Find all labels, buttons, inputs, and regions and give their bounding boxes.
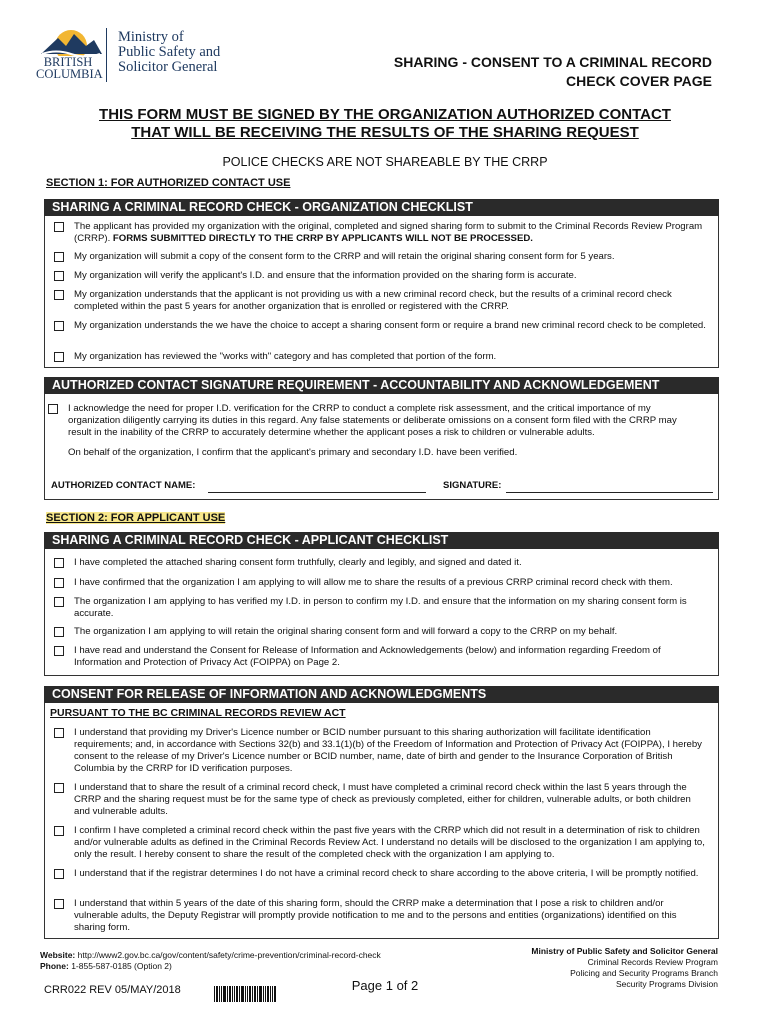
applicant-checklist-item [52, 645, 707, 669]
notice-line: THIS FORM MUST BE SIGNED BY THE ORGANIZATION AUTHORIZED CONTACT [99, 106, 671, 123]
logo-columbia: COLUMBIA [36, 67, 103, 81]
notice-line: THAT WILL BE RECEIVING THE RESULTS OF THE SHARING REQUEST [131, 124, 639, 141]
checkbox[interactable] [54, 899, 64, 909]
checkbox[interactable] [54, 352, 64, 362]
consent-header: CONSENT FOR RELEASE OF INFORMATION AND ACKNOWLEDGMENTS [44, 686, 719, 703]
signature-field[interactable] [506, 492, 713, 493]
website-label: Website: [40, 950, 76, 960]
org-checklist-item [52, 221, 707, 245]
signature-notice [0, 106, 770, 142]
form-revision: CRR022 REV 05/MAY/2018 [44, 984, 181, 996]
item-text: I understand that within 5 years of the date of this sharing form, should the CRRP make a determination that I pose a risk to children and/or vulnerable adults, the Deputy Registrar will promptly provide notification to me and to the persons and entities (organizations) identified on this sharing form. [74, 898, 677, 933]
item-text: The applicant has provided my organization with the original, completed and signed sharing form to submit to the Criminal Records Review Program (CRRP). [74, 221, 703, 244]
org-checklist-item [52, 320, 707, 332]
police-notice: POLICE CHECKS ARE NOT SHAREABLE BY THE CRRP [222, 155, 548, 169]
ministry-line: Solicitor General [118, 59, 218, 75]
item-text: The organization I am applying to will retain the original sharing consent form and will forward a copy to the CRRP on my behalf. [74, 626, 618, 637]
ministry-line: Ministry of [118, 29, 184, 45]
footer-ministry: Ministry of Public Safety and Solicitor General [531, 946, 718, 956]
checkbox[interactable] [54, 578, 64, 588]
checkbox[interactable] [48, 404, 58, 414]
acknowledgement-item [46, 403, 701, 439]
ministry-name [118, 30, 220, 75]
item-text: My organization understands that the applicant is not providing us with a new criminal record check, but the results of a criminal record check completed within the past 5 years for another organization that is enrolled or registered with the CRRP. [74, 289, 672, 312]
authorized-contact-name-label: AUTHORIZED CONTACT NAME: [51, 480, 196, 491]
applicant-checklist-item [52, 557, 707, 569]
checkbox[interactable] [54, 646, 64, 656]
authorized-contact-name-field[interactable] [208, 492, 426, 493]
acknowledgement-text: I acknowledge the need for proper I.D. verification for the CRRP to conduct a complete risk assessment, and the critical importance of my organization diligently carrying its duties in this regard. Any false statements or deliberate omissions on a consent form filed with the CRRP may result in the inability of the CRRP to accurately determine whether the applicant poses a risk to children or vulnerable adults. [68, 403, 677, 438]
org-checklist-item [52, 251, 707, 263]
checkbox[interactable] [54, 597, 64, 607]
website-row [40, 950, 381, 961]
consent-item [52, 825, 707, 861]
title-line: SHARING - CONSENT TO A CRIMINAL RECORD [393, 54, 712, 70]
item-text: I understand that to share the result of a criminal record check, I must have completed a criminal record check within the last 5 years through the CRRP and the sharing request must be for the same type of check as previously completed, either for children, vulnerable adults, or both children and vulnerable adults. [74, 782, 691, 817]
ministry-line: Public Safety and [118, 44, 221, 60]
org-checklist-item [52, 270, 707, 282]
website-link[interactable]: http://www2.gov.bc.ca/gov/content/safety/crime-prevention/criminal-record-check [77, 950, 381, 960]
logo-british: BRITISH [43, 55, 93, 69]
behalf-confirmation: On behalf of the organization, I confirm that the applicant's primary and secondary I.D. have been verified. [68, 447, 518, 458]
item-text: My organization understands the we have the choice to accept a sharing consent form or require a brand new criminal record check to be completed. [74, 320, 706, 331]
footer-division: Security Programs Division [615, 979, 718, 989]
logo-text [36, 55, 103, 81]
checkbox[interactable] [54, 290, 64, 300]
logo-divider [106, 28, 107, 82]
item-text: I understand that if the registrar determines I do not have a criminal record check to share according to the above criteria, I will be promptly notified. [74, 868, 699, 879]
item-bold-text: FORMS SUBMITTED DIRECTLY TO THE CRRP BY APPLICANTS WILL NOT BE PROCESSED. [112, 233, 533, 244]
item-text: My organization will submit a copy of the consent form to the CRRP and will retain the original sharing consent form for 5 years. [74, 251, 615, 262]
phone-number: 1-855-587-0185 (Option 2) [71, 961, 172, 971]
bc-sun-mountain-icon [36, 24, 106, 56]
applicant-checklist-item [52, 577, 707, 589]
organization-checklist-header: SHARING A CRIMINAL RECORD CHECK - ORGANIZATION CHECKLIST [44, 199, 719, 216]
footer-branch: Policing and Security Programs Branch [570, 968, 718, 978]
applicant-checklist-item [52, 596, 707, 620]
consent-item [52, 782, 707, 818]
checkbox[interactable] [54, 869, 64, 879]
phone-label: Phone: [40, 961, 69, 971]
checkbox[interactable] [54, 222, 64, 232]
item-text: I have completed the attached sharing consent form truthfully, clearly and legibly, and signed and dated it. [74, 557, 522, 568]
phone-row [40, 961, 381, 972]
section-2-label-text: SECTION 2: FOR APPLICANT USE [46, 512, 226, 524]
checkbox[interactable] [54, 728, 64, 738]
applicant-checklist-header: SHARING A CRIMINAL RECORD CHECK - APPLICANT CHECKLIST [44, 532, 719, 549]
checkbox[interactable] [54, 627, 64, 637]
item-text: My organization will verify the applicant's I.D. and ensure that the information provided on the sharing form is accurate. [74, 270, 577, 281]
item-text: I have read and understand the Consent for Release of Information and Acknowledgements (below) and information regarding Freedom of Information and Protection of Privacy Act (FOIPPA) on Page 2. [74, 645, 661, 668]
consent-item [52, 898, 707, 934]
consent-item [52, 727, 707, 775]
item-text: The organization I am applying to has verified my I.D. in person to confirm my I.D. and ensure that the information on my sharing consent form is accurate. [74, 596, 687, 619]
pursuant-heading: PURSUANT TO THE BC CRIMINAL RECORDS REVIEW ACT [50, 707, 346, 719]
checkbox[interactable] [54, 252, 64, 262]
signature-requirement-header: AUTHORIZED CONTACT SIGNATURE REQUIREMENT - ACCOUNTABILITY AND ACKNOWLEDGEMENT [44, 377, 719, 394]
org-checklist-item [52, 289, 707, 313]
section-2-label [46, 512, 225, 524]
section-1-label: SECTION 1: FOR AUTHORIZED CONTACT USE [46, 177, 291, 189]
title-line: CHECK COVER PAGE [566, 73, 712, 89]
consent-item [52, 868, 707, 880]
footer-program: Criminal Records Review Program [587, 957, 718, 967]
org-checklist-item [52, 351, 707, 363]
checkbox[interactable] [54, 826, 64, 836]
checkbox[interactable] [54, 783, 64, 793]
item-text: I have confirmed that the organization I am applying to will allow me to share the results of a previous CRRP criminal record check with them. [74, 577, 673, 588]
document-title [394, 53, 712, 91]
item-text: My organization has reviewed the "works with" category and has completed that portion of the form. [74, 351, 497, 362]
signature-label: SIGNATURE: [443, 480, 502, 491]
footer-contact [40, 950, 381, 972]
page-number: Page 1 of 2 [351, 978, 419, 993]
applicant-checklist-item [52, 626, 707, 638]
checkbox[interactable] [54, 558, 64, 568]
checkbox[interactable] [54, 271, 64, 281]
checkbox[interactable] [54, 321, 64, 331]
item-text: I confirm I have completed a criminal record check within the past five years with the CRRP which did not result in a determination of risk to children and/or vulnerable adults as defined in the Criminal Records Review Act. I understand no details will be disclosed to the organization I am applying to, only the result. I hereby consent to share the result of the completed check with the organization I am applying to. [74, 825, 705, 860]
item-text: I understand that providing my Driver's Licence number or BCID number pursuant to this sharing authorization will facilitate identification requirements; and, in accordance with Sections 32(b) and 33.1(1)(b) of the Freedom of Information and Protection of Privacy Act (FOIPPA), I hereby consent to the release of my Driver's Licence number or BCID number, name, date of birth and gender to the Insurance Corporation of British Columbia by the CRRP for ID verification purposes. [74, 727, 702, 774]
